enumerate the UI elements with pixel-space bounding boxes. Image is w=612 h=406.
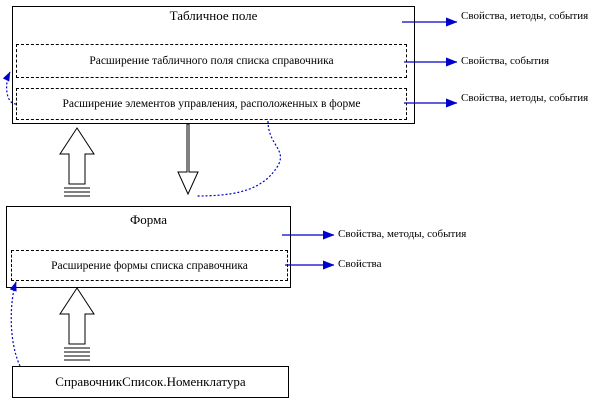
annotation-label-3: Свойства, методы, события [338,228,467,240]
source-box [12,366,289,398]
hollow-arrow-source-to-form [60,288,94,360]
dotted-curve-controls-to-form [196,121,280,196]
annotation-label-0: Свойства, иетоды, события [461,10,589,22]
table-field-title: Табличное поле [169,8,258,23]
hollow-arrow-form-to-table [60,128,94,196]
controls-extension-box [16,88,407,120]
controls-extension-label: Расширение элементов управления, расположенных в форме [62,98,361,110]
annotation-label-1: Свойства, события [461,55,550,67]
form-extension-label: Расширение формы списка справочника [51,259,248,272]
form-extension-box [11,250,288,281]
table-field-extension-label: Расширение табличного поля списка справочника [89,55,334,67]
source-label: СправочникСписок.Номенклатура [55,374,246,389]
annotation-label-2: Свойства, иетоды, события [461,92,589,104]
hollow-arrow-table-to-form [178,124,198,194]
annotation-label-4: Свойства [338,258,382,270]
form-title: Форма [130,212,167,227]
table-field-extension-box [16,44,407,78]
dotted-curve-source-to-form [11,282,20,366]
